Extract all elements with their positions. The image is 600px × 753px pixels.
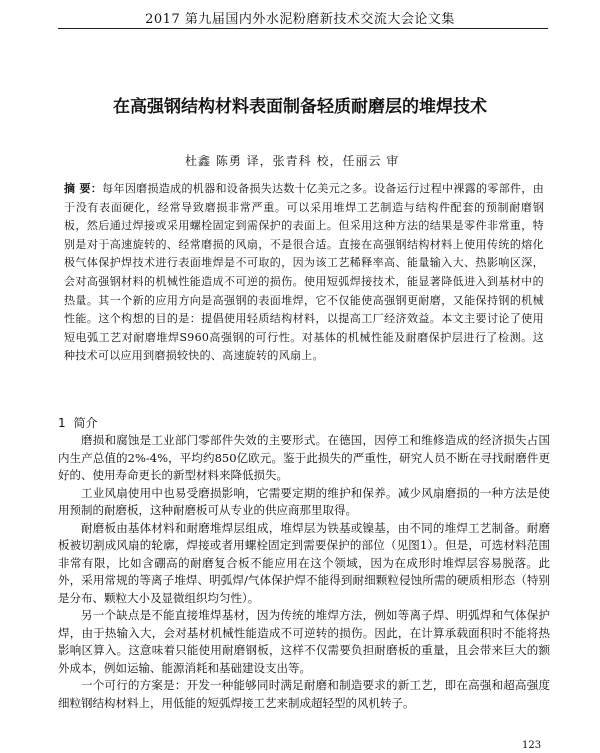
section-heading [58, 414, 98, 431]
abstract-label: 摘 要： [64, 182, 103, 195]
body-paragraph: 另一个缺点是不能直接堆焊基材，因为传统的堆焊方法，例如等离子焊、明弧焊和气体保护焊，由于热输入大，会对基材机械性能造成不可逆转的损伤。因此，在计算承载面积时不能将热影响区算入。这意味着只能使用耐磨钢板，这样不仅需要负担耐磨板的重量，且会带来巨大的额外成本，例如运输、能源消耗和基础建设支出等。 [58, 608, 550, 675]
body-paragraph: 一个可行的方案是：开发一种能够同时满足耐磨和制造要求的新工艺，即在高强和超高强度细粒钢结构材料上，用低能的短弧焊接工艺来制成超轻型的风机转子。 [58, 678, 550, 710]
abstract [64, 180, 544, 366]
running-header: 2017 第九届国内外水泥粉磨新技术交流大会论文集 [145, 12, 455, 27]
body-paragraph: 磨损和腐蚀是工业部门零部件失效的主要形式。在德国，因停工和维修造成的经济损失占国内生产总值的2%-4%，平均约850亿欧元。鉴于此损失的严重性，研究人员不断在寻找耐磨件更好的、使用寿命更长的新型材料来降低损失。 [58, 433, 550, 482]
header-divider [58, 28, 548, 29]
body-text [58, 432, 550, 712]
page-number: 123 [522, 740, 542, 751]
section-number: 1 [58, 416, 66, 430]
section-title: 简介 [73, 416, 98, 430]
body-paragraph: 工业风扇使用中也易受磨损影响，它需要定期的维护和保养。减少风扇磨损的一种方法是使用预制的耐磨板，这种耐磨板可从专业的供应商那里取得。 [58, 485, 550, 517]
body-paragraph: 耐磨板由基体材料和耐磨堆焊层组成，堆焊层为铁基或镍基，由不同的堆焊工艺制备。耐磨板被切割成风扇的轮廓，焊接或者用螺栓固定到需要保护的部位（见图1）。但是，可选材料范围非常有限，比如含硼高的耐磨复合板不能应用在这个领域，因为在成形时堆焊层容易脱落。此外，采用常规的等离子堆焊、明弧焊/气体保护焊不能得到耐细颗粒侵蚀所需的硬质相形态（特别是分布、颗粒大小及显微组织均匀性）。 [58, 520, 550, 605]
paper-title: 在高强钢结构材料表面制备轻质耐磨层的堆焊技术 [113, 97, 487, 117]
authors-line: 杜鑫 陈勇 译，张青科 校，任丽云 审 [185, 154, 400, 168]
abstract-text: 每年因磨损造成的机器和设备损失达数十亿美元之多。设备运行过程中裸露的零部件，由于没有表面硬化，经常导致磨损非常严重。可以采用堆焊工艺制造与结构件配套的预制耐磨钢板，然后通过焊接或采用螺栓固定到需保护的表面上。但采用这种方法的结果是零件非常重，特别是对于高速旋转的、经常磨损的风扇，不是很合适。直接在高强钢结构材料上使用传统的熔化极气体保护焊技术进行表面堆焊是不可取的，因为该工艺稀释率高、能量输入大、热影响区深，会对高强钢材料的机械性能造成不可逆的损伤。使用短弧焊接技术，能显著降低进入到基材中的热量。其一个新的应用方向是高强钢的表面堆焊，它不仅能使高强钢更耐磨，又能保持钢的机械性能。这个构想的目的是：提倡使用轻质结构材料，以提高工厂经济效益。本文主要讨论了使用短电弧工艺对耐磨堆焊S960高强钢的可行性。对基体的机械性能及耐磨保护层进行了检测。这种技术可以应用到磨损较快的、高速旋转的风扇上。 [64, 182, 544, 363]
